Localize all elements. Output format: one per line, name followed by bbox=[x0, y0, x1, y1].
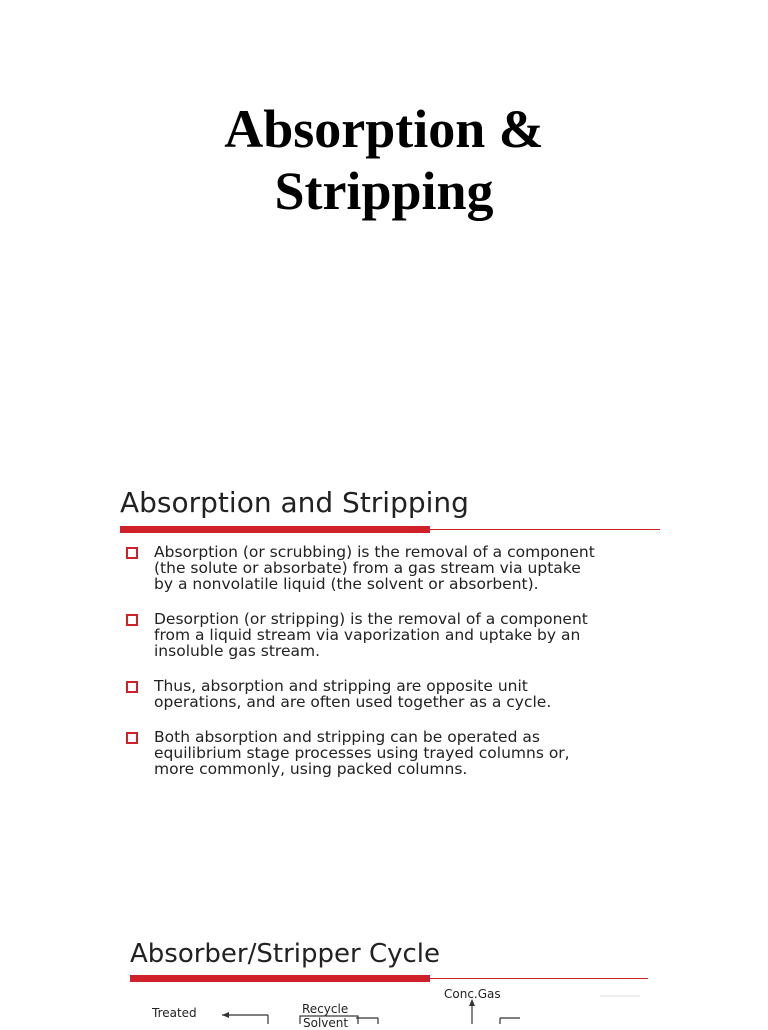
bullet-line: from a liquid stream via vaporization and uptake by an bbox=[154, 626, 581, 644]
bullet-line: more commonly, using packed columns. bbox=[154, 760, 468, 778]
slide-heading: Absorption and Stripping bbox=[120, 486, 469, 519]
bullet-line: (the solute or absorbate) from a gas stream via uptake bbox=[154, 559, 581, 577]
bullet-line: equilibrium stage processes using trayed columns or, bbox=[154, 744, 570, 762]
bullet-line: Absorption (or scrubbing) is the removal of a component bbox=[154, 543, 595, 561]
conc-gas-label: Conc.Gas bbox=[444, 987, 501, 1001]
treated-label: Treated bbox=[152, 1006, 197, 1020]
bullet-line: by a nonvolatile liquid (the solvent or absorbent). bbox=[154, 575, 539, 593]
bullet-line: Desorption (or stripping) is the removal of a component bbox=[154, 610, 588, 628]
solvent-label: Solvent bbox=[303, 1016, 349, 1030]
slide-heading: Absorber/Stripper Cycle bbox=[130, 939, 441, 969]
recycle-label: Recycle bbox=[302, 1002, 349, 1016]
bullet-line: Both absorption and stripping can be operated as bbox=[154, 728, 540, 746]
bullet-line: insoluble gas stream. bbox=[154, 642, 321, 660]
cover-title-line-2: Stripping bbox=[274, 161, 494, 221]
bullet-line: operations, and are often used together as a cycle. bbox=[154, 693, 552, 711]
bullet-line: Thus, absorption and stripping are opposite unit bbox=[154, 677, 528, 695]
cover-title-line-1: Absorption & bbox=[224, 99, 544, 159]
